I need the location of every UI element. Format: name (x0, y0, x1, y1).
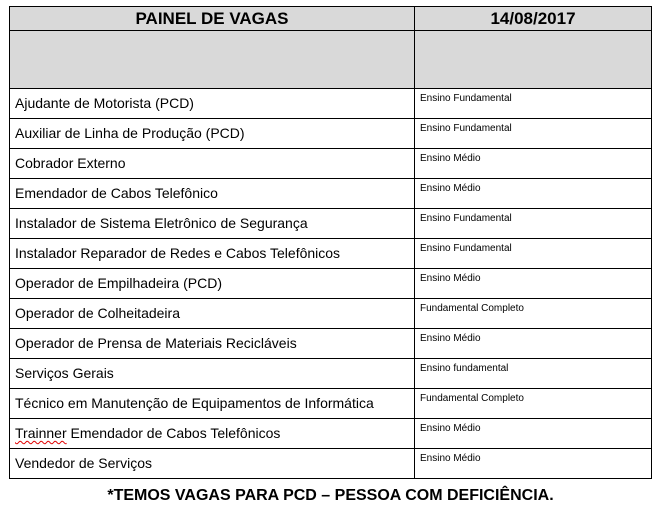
blank-cell-left (10, 31, 415, 89)
table-row (10, 389, 652, 419)
table-row (10, 419, 652, 449)
jobs-table (9, 6, 652, 479)
footnote: *TEMOS VAGAS PARA PCD – PESSOA COM DEFICIÊNCIA. (107, 487, 554, 504)
header-row (10, 7, 652, 31)
table-row (10, 359, 652, 389)
job-education: Ensino fundamental (415, 359, 652, 389)
table-row (10, 179, 652, 209)
job-title: Serviços Gerais (10, 359, 415, 389)
table-row (10, 209, 652, 239)
job-title: Operador de Empilhadeira (PCD) (10, 269, 415, 299)
job-education: Ensino Médio (415, 179, 652, 209)
table-row (10, 149, 652, 179)
table-row (10, 329, 652, 359)
page-title: PAINEL DE VAGAS (10, 7, 415, 31)
header-date: 14/08/2017 (415, 7, 652, 31)
job-title: Técnico em Manutenção de Equipamentos de Informática (10, 389, 415, 419)
blank-cell-right (415, 31, 652, 89)
job-education: Fundamental Completo (415, 299, 652, 329)
job-title: Emendador de Cabos Telefônico (10, 179, 415, 209)
job-title: Auxiliar de Linha de Produção (PCD) (10, 119, 415, 149)
job-education: Ensino Médio (415, 449, 652, 479)
job-education: Ensino Fundamental (415, 119, 652, 149)
job-title: Operador de Prensa de Materiais Recicláveis (10, 329, 415, 359)
job-education: Ensino Fundamental (415, 89, 652, 119)
table-row (10, 269, 652, 299)
job-education: Ensino Fundamental (415, 209, 652, 239)
job-title-rest: Emendador de Cabos Telefônicos (66, 425, 281, 441)
table-row (10, 119, 652, 149)
table-row (10, 89, 652, 119)
job-title: Instalador Reparador de Redes e Cabos Telefônicos (10, 239, 415, 269)
job-title: Ajudante de Motorista (PCD) (10, 89, 415, 119)
job-title: Instalador de Sistema Eletrônico de Segurança (10, 209, 415, 239)
job-education: Fundamental Completo (415, 389, 652, 419)
table-row (10, 449, 652, 479)
table-row (10, 239, 652, 269)
job-title: Vendedor de Serviços (10, 449, 415, 479)
job-education: Ensino Médio (415, 419, 652, 449)
table-row (10, 299, 652, 329)
job-title: Operador de Colheitadeira (10, 299, 415, 329)
job-education: Ensino Médio (415, 329, 652, 359)
job-education: Ensino Fundamental (415, 239, 652, 269)
spellcheck-flagged-word: Trainner (15, 425, 67, 441)
job-title (10, 419, 415, 449)
job-title: Cobrador Externo (10, 149, 415, 179)
blank-header-row (10, 31, 652, 89)
job-education: Ensino Médio (415, 269, 652, 299)
job-education: Ensino Médio (415, 149, 652, 179)
